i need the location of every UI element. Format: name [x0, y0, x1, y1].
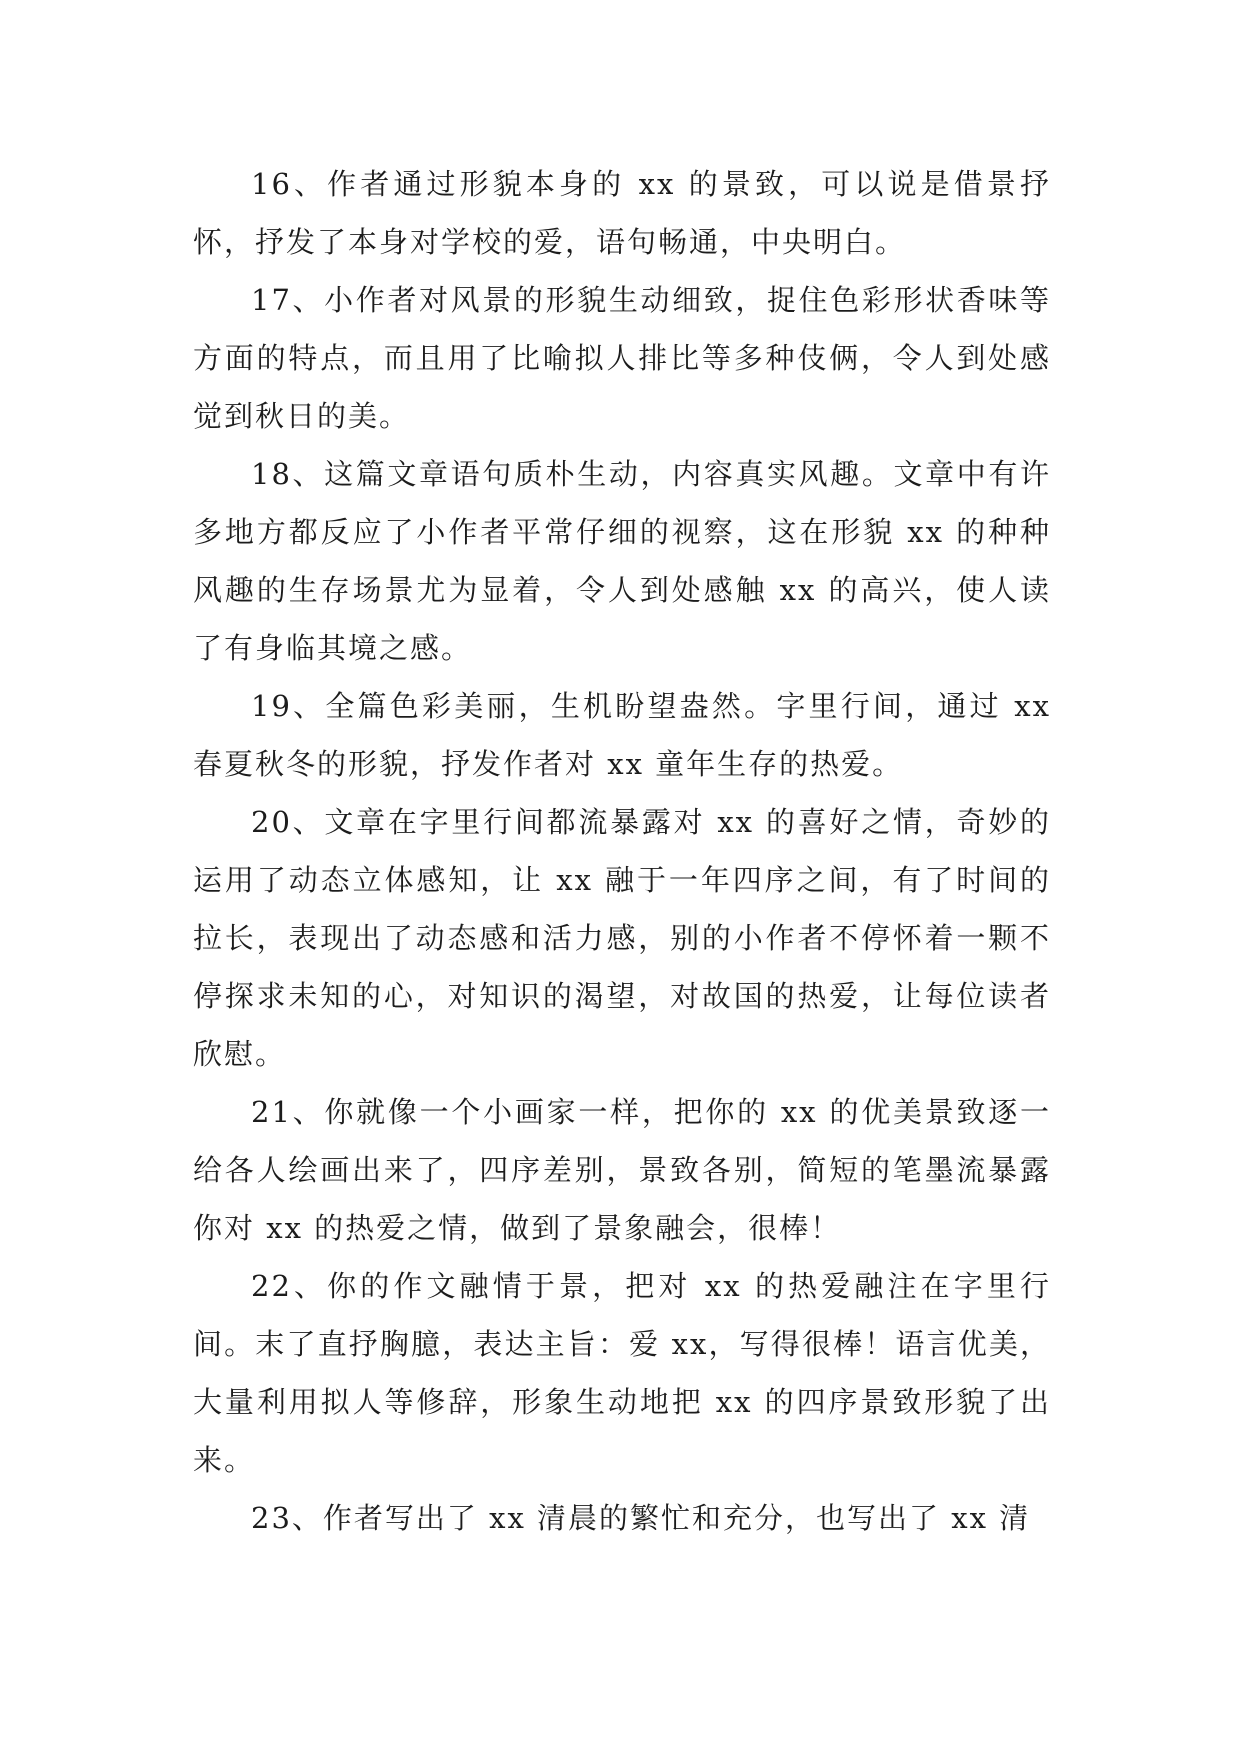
paragraph-19: 19、全篇色彩美丽，生机盼望盎然。字里行间，通过 xx 春夏秋冬的形貌，抒发作者对 xx 童年生存的热爱。	[193, 689, 1051, 781]
paragraph-22: 22、你的作文融情于景，把对 xx 的热爱融注在字里行间。末了直抒胸臆，表达主旨：爱 xx，写得很棒！语言优美，大量利用拟人等修辞，形象生动地把 xx 的四序景致形貌了出来。	[193, 1269, 1051, 1477]
paragraph-16: 16、作者通过形貌本身的 xx 的景致，可以说是借景抒怀，抒发了本身对学校的爱，语句畅通，中央明白。	[193, 167, 1051, 259]
paragraph-23: 23、作者写出了 xx 清晨的繁忙和充分，也写出了 xx 清	[251, 1501, 1031, 1535]
paragraph-21: 21、你就像一个小画家一样，把你的 xx 的优美景致逐一给各人绘画出来了，四序差别，景致各别，简短的笔墨流暴露你对 xx 的热爱之情，做到了景象融会，很棒！	[193, 1095, 1051, 1245]
paragraph-20: 20、文章在字里行间都流暴露对 xx 的喜好之情，奇妙的运用了动态立体感知，让 xx 融于一年四序之间，有了时间的拉长，表现出了动态感和活力感，别的小作者不停怀着一颗不停探求未知的心，对知识的渴望，对故国的热爱，让每位读者欣慰。	[193, 805, 1051, 1071]
paragraph-17: 17、小作者对风景的形貌生动细致，捉住色彩形状香味等方面的特点，而且用了比喻拟人排比等多种伎俩，令人到处感觉到秋日的美。	[193, 283, 1051, 433]
document-body	[193, 155, 1051, 1547]
paragraph-18: 18、这篇文章语句质朴生动，内容真实风趣。文章中有许多地方都反应了小作者平常仔细的视察，这在形貌 xx 的种种风趣的生存场景尤为显着，令人到处感触 xx 的高兴，使人读了有身临其境之感。	[193, 457, 1051, 665]
